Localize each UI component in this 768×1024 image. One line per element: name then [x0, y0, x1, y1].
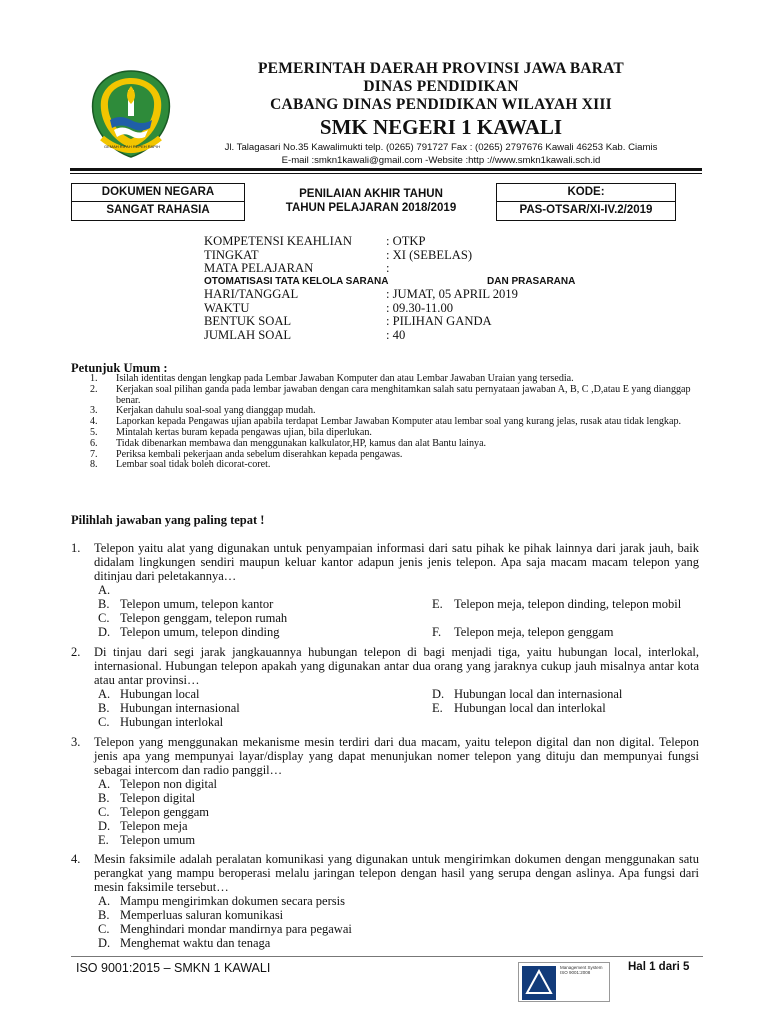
question-stem [71, 645, 699, 687]
question-3 [71, 735, 699, 847]
option-letter: C. [98, 805, 110, 819]
instruction-text: Mintalah kertas buram kepada pengawas ujian, bila diperlukan. [116, 426, 372, 438]
question-text: Telepon yaitu alat yang digunakan untuk penyampaian informasi dari satu pihak ke pihak lainnya dari jarak jauh, baik didalam lingkungen sendiri maupun keluar kantor adapun jenis jenis telepon. Apa saja macam macam telepon yang ditinjau dari peletakannya… [94, 541, 699, 583]
option-text: Memperluas saluran komunikasi [120, 908, 284, 922]
instruction-number: 1. [90, 373, 98, 384]
question-1 [71, 541, 699, 639]
option-text: Telepon digital [120, 791, 196, 805]
option-b [98, 908, 388, 922]
identity-label: MATA PELAJARAN [204, 261, 314, 276]
option-text: Menghemat waktu dan tenaga [120, 936, 271, 950]
option-letter: C. [98, 922, 110, 936]
option-letter: D. [432, 687, 445, 701]
identity-row-tingkat [204, 249, 644, 263]
option-letter: D. [98, 625, 111, 639]
instructions-title: Petunjuk Umum : [71, 361, 168, 375]
footer-rule [71, 956, 703, 957]
letterhead [196, 60, 686, 167]
option-c [98, 805, 388, 819]
identity-label: KOMPETENSI KEAHLIAN [204, 234, 352, 248]
option-letter: A. [98, 894, 111, 908]
identity-row-jumlah [204, 329, 644, 343]
mapel-subject-part-a: OTOMATISASI TATA KELOLA SARANA [204, 276, 389, 288]
instruction-number: 5. [90, 426, 98, 438]
option-letter: B. [98, 908, 110, 922]
question-number: 2. [71, 645, 81, 659]
option-text: Hubungan local dan interlokal [454, 701, 606, 715]
instructions-list [90, 374, 702, 471]
option-letter: B. [98, 597, 110, 611]
instruction-number: 8. [90, 459, 98, 471]
option-d [98, 936, 388, 950]
classification-bottom: SANGAT RAHASIA [106, 204, 210, 216]
exam-title [268, 188, 474, 215]
option-letter: F. [432, 625, 442, 639]
instruction-text: Periksa kembali pekerjaan anda sebelum diserahkan kepada pengawas. [116, 448, 403, 460]
question-text: Di tinjau dari segi jarak jangkauannya hubungan telepon di bagi menjadi tiga, yaitu hubungan local, interlokal, internasional. Hubungan telepon apakah yang digunakan antar dua orang yang jaraknya cukup jauh misalnya antar kota atau antar provinsi… [94, 645, 699, 687]
option-a [98, 894, 388, 908]
option-text: Menghindari mondar mandirnya para pegawai [120, 922, 352, 936]
option-d [98, 819, 388, 833]
instruction-number: 4. [90, 416, 98, 428]
identity-label: TINGKAT [204, 247, 259, 262]
identity-value: : PILIHAN GANDA [386, 314, 492, 329]
identity-value: : XI (SEBELAS) [386, 247, 473, 262]
certification-badge [518, 962, 610, 1002]
letterhead-line-1: PEMERINTAH DAERAH PROVINSI JAWA BARAT [258, 60, 624, 77]
identity-value: : JUMAT, 05 APRIL 2019 [386, 287, 518, 302]
identity-label: JUMLAH SOAL [204, 328, 292, 343]
question-options [98, 687, 698, 729]
identity-value: : 40 [386, 328, 406, 343]
instruction-text: Isilah identitas dengan lengkap pada Lembar Jawaban Komputer dan atau Lembar Jawaban Uraian yang tersedia. [116, 373, 574, 384]
option-text: Telepon umum, telepon kantor [120, 597, 274, 611]
instruction-number: 3. [90, 405, 98, 417]
option-a [98, 777, 388, 791]
instruction-text: Lembar soal tidak boleh dicorat-coret. [116, 459, 271, 471]
instruction-text: Laporkan kepada Pengawas ujian apabila terdapat Lembar Jawaban Komputer atau lembar soal yang kurang jelas, rusak atau tidak lengkap. [116, 416, 682, 428]
option-b [98, 791, 388, 805]
exam-code-value: PAS-OTSAR/XI-IV.2/2019 [519, 204, 653, 216]
option-text: Telepon meja [120, 819, 188, 833]
option-letter: E. [432, 597, 443, 611]
question-number: 3. [71, 735, 81, 749]
option-text: Telepon meja, telepon genggam [454, 625, 614, 639]
question-2 [71, 645, 699, 729]
instruction-item [90, 385, 702, 407]
certification-logo-icon [522, 966, 556, 1000]
instruction-number: 6. [90, 437, 98, 449]
letterhead-line-3: CABANG DINAS PENDIDIKAN WILAYAH XIII [270, 96, 612, 113]
option-text: Hubungan internasional [120, 701, 240, 715]
option-text: Telepon non digital [120, 777, 218, 791]
option-letter: E. [432, 701, 443, 715]
school-name: SMK NEGERI 1 KAWALI [319, 115, 563, 139]
identity-row-mapel [204, 262, 644, 276]
question-stem [71, 852, 699, 894]
question-number: 1. [71, 541, 81, 555]
option-letter: C. [98, 611, 110, 625]
page-number: Hal 1 dari 5 [628, 961, 690, 973]
option-letter: D. [98, 936, 111, 950]
logo-motto-text: GEMAH RIPAH REPEH RAPIH [104, 144, 160, 149]
question-stem [71, 541, 699, 583]
option-text: Hubungan interlokal [120, 715, 224, 729]
question-options [98, 894, 698, 950]
header-rule-thin [70, 173, 702, 174]
footer-iso-text: ISO 9001:2015 – SMKN 1 KAWALI [76, 961, 271, 975]
question-number: 4. [71, 852, 81, 866]
instruction-number: 7. [90, 448, 98, 460]
option-c [98, 922, 388, 936]
classification-top: DOKUMEN NEGARA [72, 184, 244, 202]
option-e [98, 833, 388, 847]
identity-label: WAKTU [204, 300, 250, 315]
question-text: Mesin faksimile adalah peralatan komunikasi yang digunakan untuk mengirimkan dokumen dengan menggunakan satu perangkat yang mampu beroperasi melalu jaringan telepon dengan hasil yang serupa dengan aslinya. Apa fungsi dari mesin faksimile tersebut… [94, 852, 699, 894]
certification-text: Management System ISO 9001:2008 [560, 965, 603, 976]
option-letter: C. [98, 715, 110, 729]
option-letter: B. [98, 701, 110, 715]
option-text: Hubungan local dan internasional [454, 687, 623, 701]
identity-row-waktu [204, 302, 644, 316]
question-4 [71, 852, 699, 950]
answer-instruction: Pilihlah jawaban yang paling tepat ! [71, 513, 265, 527]
exam-title-line-1: PENILAIAN AKHIR TAHUN [299, 188, 443, 200]
question-stem [71, 735, 699, 777]
identity-row-bentuk [204, 315, 644, 329]
question-text: Telepon yang menggunakan mekanisme mesin terdiri dari dua macam, yaitu telepon digital dan non digital. Telepon jenis apa yang mempunyai layar/display yang dapat menunjukan nomer telepon yang dituju dan mempunyai fungsi sebagai intercom dan radio panggil… [94, 735, 699, 777]
option-letter: D. [98, 819, 111, 833]
identity-row-hari [204, 288, 644, 302]
school-contact: E-mail :smkn1kawali@gmail.com -Website :http ://www.smkn1kawali.sch.id [281, 154, 601, 166]
instruction-text: Kerjakan soal pilihan ganda pada lembar jawaban dengan cara menghitamkan salah satu pernyataan jawaban A, B, C ,D,atau E yang dianggap benar. [116, 383, 691, 406]
document-classification-box [71, 183, 245, 221]
exam-title-line-2: TAHUN PELAJARAN 2018/2019 [285, 201, 457, 214]
exam-code-box [496, 183, 676, 221]
letterhead-line-2: DINAS PENDIDIKAN [363, 78, 519, 95]
option-letter: A. [98, 777, 111, 791]
identity-label: BENTUK SOAL [204, 314, 292, 329]
school-address: Jl. Talagasari No.35 Kawalimukti telp. (0265) 791727 Fax : (0265) 2797676 Kawali 46253 Kab. Ciamis [224, 142, 658, 153]
identity-value: : [386, 261, 390, 276]
instruction-text: Tidak dibenarkan membawa dan menggunakan kalkulator,HP, kamus dan alat Bantu lainya. [116, 437, 487, 449]
option-text: Mampu mengirimkan dokumen secara persis [120, 894, 345, 908]
identity-label: HARI/TANGGAL [204, 287, 299, 302]
identity-value: : OTKP [386, 234, 426, 248]
option-text: Telepon umum [120, 833, 196, 847]
mapel-subject-part-b: DAN PRASARANA [487, 276, 576, 288]
option-letter: B. [98, 791, 110, 805]
option-letter: A. [98, 583, 111, 597]
option-text: Telepon genggam [120, 805, 210, 819]
option-letter: A. [98, 687, 111, 701]
option-text: Telepon umum, telepon dinding [120, 625, 280, 639]
instruction-text: Kerjakan dahulu soal-soal yang dianggap mudah. [116, 405, 316, 417]
exam-identity [204, 235, 644, 343]
exam-code-label: KODE: [497, 184, 675, 202]
instruction-item [90, 460, 702, 471]
question-options [98, 777, 698, 847]
header-rule-thick [70, 168, 702, 171]
question-options [98, 583, 698, 639]
identity-row-kompetensi [204, 235, 644, 249]
option-text: Hubungan local [120, 687, 200, 701]
option-letter: E. [98, 833, 109, 847]
identity-value: : 09.30-11.00 [386, 300, 454, 315]
option-text: Telepon meja, telepon dinding, telepon mobil [454, 597, 682, 611]
instruction-number: 2. [90, 383, 98, 395]
option-text: Telepon genggam, telepon rumah [120, 611, 288, 625]
